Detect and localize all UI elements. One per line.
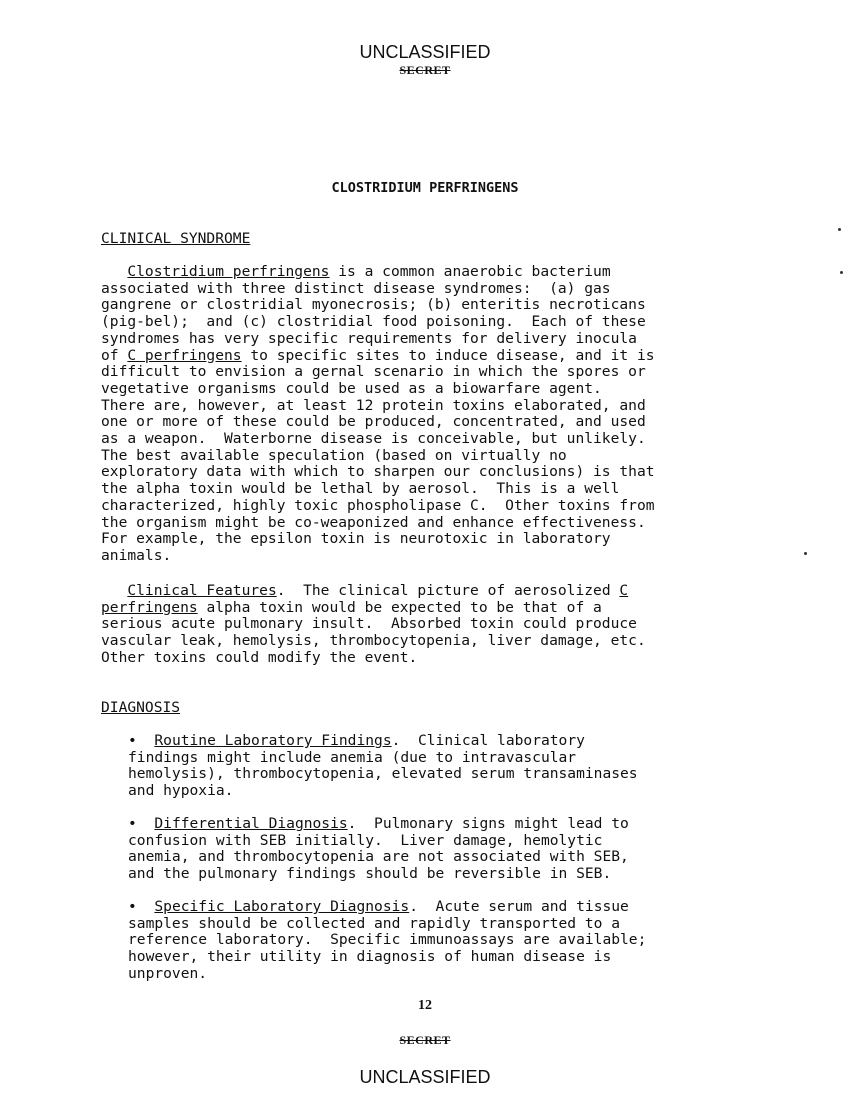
features-text-b: alpha toxin would be expected to be that of a serious acute pulmonary insult. Absorbed toxin could produce vascular leak, hemolysis, thrombocytopenia, liver damage, etc. Other toxins could modify the event. bbox=[101, 598, 646, 666]
features-text-a: . The clinical picture of aerosolized bbox=[276, 582, 620, 599]
diagnosis-heading: DIAGNOSIS bbox=[101, 699, 181, 716]
bullet-text: . Clinical laboratory findings might include anemia (due to intravascular hemolysis), thrombocytopenia, elevated serum transaminases and hypoxia. bbox=[128, 732, 638, 800]
intro-lines-b: to specific sites to induce disease, and it is difficult to envision a gernal scenario in which the spores or vegetative organisms could be used as a biowarfare agent. There are, however, at least 12 protein toxins elaborated, and one or more of these could be produced, concentrated, and used as a weapon. Waterborne disease is conceivable, but unlikely. The best available speculation (based on virtually no exploratory data with which to sharpen our conclusions) is that the alpha toxin would be lethal by aerosol. This is a well characterized, highly toxic phospholipase C. Other toxins from the organism might be co-weaponized and enhance effectiveness. For example, the epsilon toxin is neurotoxic in laboratory animals. bbox=[101, 346, 655, 564]
organism-name: Clostridium perfringens bbox=[127, 263, 330, 280]
clinical-features-paragraph bbox=[101, 583, 761, 667]
diagnosis-bullet-differential bbox=[128, 816, 748, 883]
document-title: CLOSTRIDIUM PERFRINGENS bbox=[331, 180, 519, 196]
scan-speck bbox=[838, 228, 841, 231]
features-perfringens-word: perfringens bbox=[101, 598, 198, 616]
bullet-marker: • bbox=[128, 732, 137, 749]
clinical-features-label: Clinical Features bbox=[127, 582, 277, 599]
bullet-marker: • bbox=[128, 898, 137, 915]
bullet-label: Differential Diagnosis bbox=[154, 815, 348, 832]
page-number: 12 bbox=[418, 998, 432, 1013]
organism-short-name: C perfringens bbox=[127, 346, 242, 364]
intro-lines-a: associated with three distinct disease syndromes: (a) gas gangrene or clostridial myonecrosis; (b) enteritis necroticans (pig-bel); and (c) clostridial food poisoning. Each of these syndromes has very specific requirements for delivery inocula of bbox=[101, 279, 646, 364]
bullet-text: . Acute serum and tissue samples should be collected and rapidly transported to a reference laboratory. Specific immunoassays are available; however, their utility in diagnosis of human disease is unproven. bbox=[128, 898, 647, 982]
bullet-label: Routine Laboratory Findings bbox=[154, 732, 392, 749]
bullet-text: . Pulmonary signs might lead to confusion with SEB initially. Liver damage, hemolytic anemia, and thrombocytopenia are not associated with SEB, and the pulmonary findings should be reversible in SEB. bbox=[128, 815, 629, 883]
features-c-abbrev: C bbox=[619, 582, 629, 599]
diagnosis-bullet-routine bbox=[128, 733, 748, 800]
scan-speck bbox=[804, 552, 807, 555]
bullet-label: Specific Laboratory Diagnosis bbox=[154, 898, 410, 915]
bullet-marker: • bbox=[128, 815, 137, 832]
clinical-syndrome-paragraph bbox=[101, 264, 761, 565]
diagnosis-bullet-specific bbox=[128, 899, 748, 983]
clinical-syndrome-heading: CLINICAL SYNDROME bbox=[101, 230, 251, 247]
top-classification-label: UNCLASSIFIED bbox=[359, 42, 491, 62]
bottom-classification-label: UNCLASSIFIED bbox=[359, 1067, 491, 1087]
intro-line-1: is a common anaerobic bacterium bbox=[329, 263, 611, 280]
scan-speck bbox=[840, 271, 843, 274]
bottom-struck-marking: SECRET bbox=[399, 1033, 451, 1047]
top-struck-marking: SECRET bbox=[399, 63, 451, 77]
